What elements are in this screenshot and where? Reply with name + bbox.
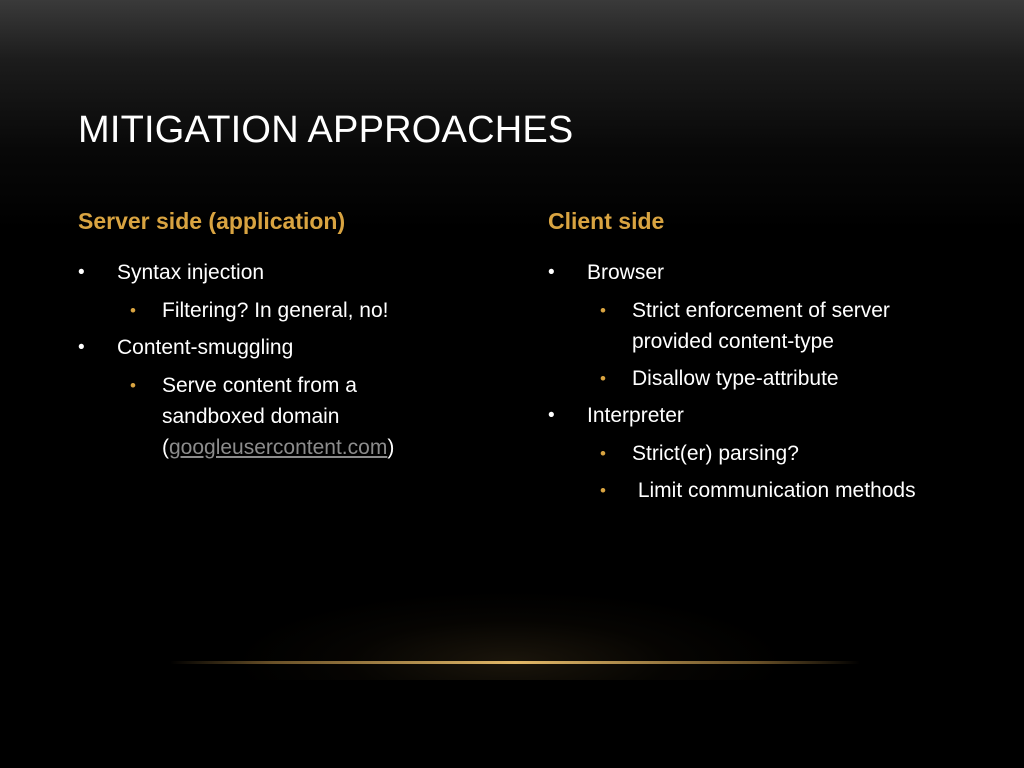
sub-list [117,370,478,463]
list-item-syntax-injection [78,258,478,326]
sub-item-text: Strict(er) parsing? [632,442,799,465]
bullet-icon: • [130,376,136,395]
bullet-icon: • [548,405,555,426]
sub-item-line-2: provided content-type [632,330,834,353]
list-item-text: Syntax injection [117,261,265,284]
sub-item-text: Limit communication methods [632,479,916,502]
list-item-interpreter [548,401,968,506]
bullet-icon: • [600,301,606,320]
sub-item-line-1: Serve content from a [162,374,357,397]
bullet-icon: • [600,444,606,463]
sub-list [117,295,478,326]
list-item-text: Browser [587,261,665,284]
sub-item-serve-content [117,370,478,463]
sub-item-line-1: Strict enforcement of server [632,299,890,322]
sub-item-disallow-type [587,363,968,394]
list-item-browser [548,258,968,394]
bullet-icon: • [78,337,85,358]
sub-item-text [162,370,478,463]
left-column-heading: Server side (application) [78,208,346,234]
bottom-glow-decoration [230,590,790,680]
sub-list [587,295,968,394]
bullet-icon: • [600,369,606,388]
bullet-icon: • [600,481,606,500]
sub-item-text: Disallow type-attribute [632,367,839,390]
right-bullet-list [548,258,968,506]
sub-item-stricter-parsing [587,438,968,469]
list-item-content-smuggling [78,333,478,463]
list-item-text: Interpreter [587,404,684,427]
paren-close: ) [387,436,395,459]
sub-item-text: Filtering? In general, no! [162,299,389,322]
sub-item-line-2: sandboxed domain [162,405,340,428]
paren-open: ( [162,436,169,459]
gold-divider-line [170,661,860,664]
sub-list [587,438,968,506]
bullet-icon: • [130,301,136,320]
sub-item-text [632,295,968,357]
list-item-text: Content-smuggling [117,336,294,359]
sub-item-filtering [117,295,478,326]
bullet-icon: • [548,262,555,283]
slide-title: MITIGATION APPROACHES [78,109,574,151]
left-column [78,204,478,470]
sub-item-strict-enforcement [587,295,968,357]
sub-item-limit-communication [587,475,968,506]
right-column [548,204,968,513]
googleusercontent-link[interactable]: googleusercontent.com [169,436,388,459]
left-bullet-list [78,258,478,463]
right-column-heading: Client side [548,208,665,234]
bullet-icon: • [78,262,85,283]
